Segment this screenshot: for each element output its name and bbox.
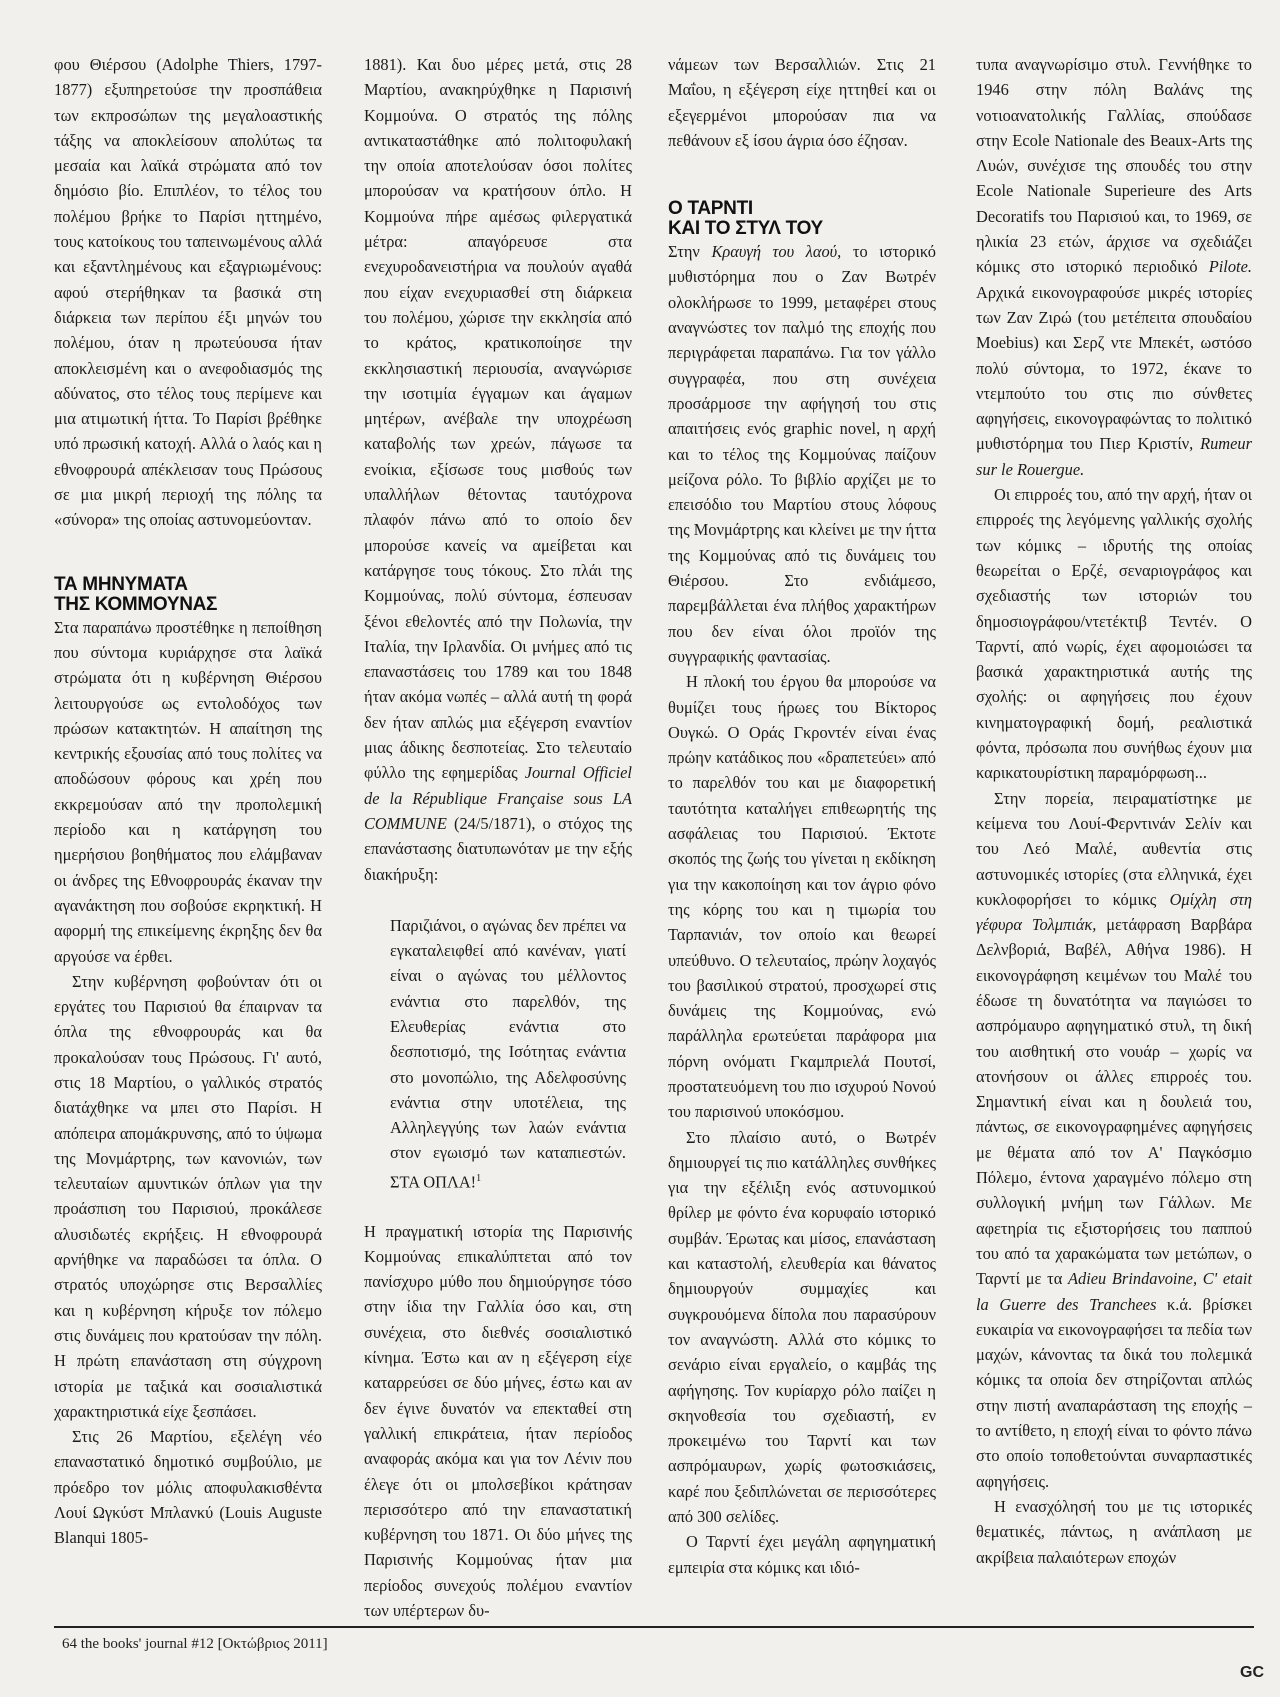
paragraph: Οι επιρροές του, από την αρχή, ήταν οι επιρροές της λεγόμενης γαλλικής σχολής των κόμικς – ιδρυτής της οποίας θεωρείται ο Ερζέ, σεναριογράφος και σχεδιαστής των ιστοριών του δημοσιογράφου/ντετέκτιβ Τεντέν. Ο Ταρντί, από νωρίς, έχει αφομοιώσει τα βασικά χαρακτηριστικά αυτής της σχολής: οι αφηγήσεις που έχουν κινηματογραφική δομή, ρεαλιστικά φόντα, πρόσωπα που συνήθως έχουν μια καρικατουρίστικη παραμόρφωση... — [976, 485, 1252, 783]
scanner-logo: GC — [1240, 1664, 1264, 1681]
section-heading-tardi: Ο ΤΑΡΝΤΙ ΚΑΙ ΤΟ ΣΤΥΛ ΤΟΥ — [668, 198, 823, 240]
newspaper-title: Journal Officiel de la République Française sous LA COMMUNE — [364, 763, 632, 833]
column-3 — [668, 52, 936, 1580]
paragraph: Ο Ταρντί έχει μεγάλη αφηγηματική εμπειρία στα κόμικς και ιδιό- — [668, 1532, 936, 1577]
column-1 — [54, 52, 322, 1551]
paragraph: Στην πορεία, πειραματίστηκε με κείμενα του Λουί-Φερντινάν Σελίν και του Λεό Μαλέ, αυθεντία στις αστυνομικές ιστορίες (στα ελληνικά, έχει κυκλοφορήσει το κόμικς Ομίχλη στη γέφυρα Τολμπιάκ, μετάφραση Βαρβάρα Δελνβοριά, Βαβέλ, Αθήνα 1986). Η εικονογράφηση κειμένων του Μαλέ του έδωσε τη δυνατότητα να παγιώσει το ασπρόμαυρο αφηγηματικό στυλ, τη δική του αισθητική στο νουάρ – χωρίς να ατονήσουν οι άλλες επιρροές του. Σημαντική είναι και η δουλειά του, πάντως, σε εικονογραφημένες αφηγήσεις με θέματα από τον Α' Παγκόσμιο Πόλεμο, έντονα χαραγμένο πόλεμο στη συλλογική μνήμη των Γάλλων. Με αφετηρία τις εξιστορήσεις του παππού του από τα χαρακώματα των μετώπων, ο Ταρντί με τα Adieu Brindavoine, C' etait la Guerre des Tranchees κ.ά. βρίσκει ευκαιρία να εικονογραφήσει τα πεδία των μαχών, κάνοντας τα δικά του πολεμικά κόμικς τα οποία δεν στηρίζονται απλώς στην πιστή αναπαράσταση της εποχής – το αντίθετο, η εποχή είναι το φόντο πάνω στο οποίο τοποθετούνται συναρπαστικές αφηγήσεις. — [976, 788, 1253, 1491]
paragraph: Στις 26 Μαρτίου, εξελέγη νέο επαναστατικό δημοτικό συμβούλιο, με πρόεδρο τον μόλις αποφυλακισθέντα Λουί Ωγκύστ Μπλανκύ (Louis Auguste Blanqui 1805- — [54, 1427, 322, 1548]
paragraph: Στο πλαίσιο αυτό, ο Βωτρέν δημιουργεί τις πιο κατάλληλες συνθήκες για την εξέλιξη ενός αστυνομικού θρίλερ με φόντο ένα κορυφαίο ιστορικό συμβάν. Έρωτας και μίσος, επανάσταση και καταστολή, ελευθερία και θάνατος δημιουργούν συμμαχίες και συγκρουόμενα δίπολα που παρασύρουν τον αναγνώστη. Αλλά στο κόμικς το σενάριο είναι εργαλείο, ο καμβάς της αφήγησης. Τον κυρίαρχο ρόλο παίζει η σκηνοθεσία του σχεδιαστή, εν προκειμένω του Ταρντί και των ασπρόμαυρων, χωρίς φωτοσκιάσεις, καρέ που ξεδιπλώνεται σε περισσότερες από 300 σελίδες. — [668, 1127, 936, 1527]
paragraph: Η πλοκή του έργου θα μπορούσε να θυμίζει τους ήρωες του Βίκτορος Ουγκώ. Ο Οράς Γκροντέν είναι ένας πρώην κατάδικος που «δραπετεύει» από το παρελθόν του και με διαφορετική ταυτότητα καταλήγει επιθεωρητής της ασφάλειας του Παρισιού. Έκτοτε σκοπός της ζωής του γίνεται η εκδίκηση για την κακοποίηση και τον άγριο φόνο της κόρης του και η τιμωρία του Ταρπανιάν, τον οποίο και θεωρεί υπεύθυνο. Ο τελευταίος, πρώην λοχαγός του βασιλικού στρατού, προσχωρεί στις δυνάμεις της Κομμούνας, ενώ παράλληλα ερωτεύεται παράφορα μια πόρνη ονόματι Γκαμπριελά Πουτσί, προστατευόμενη του πιο ισχυρού Νονού του παρισινού υποκόσμου. — [668, 672, 936, 1122]
paragraph: τυπα αναγνωρίσιμο στυλ. Γεννήθηκε το 1946 στην πόλη Βαλάνς της νοτιοανατολικής Γαλλίας, σπούδασε στην Ecole Nationale des Beaux-Arts της Λυών, συνέχισε της σπουδές του στην Ecole Nationale Superieure des Arts Decoratifs του Παρισιού και, το 1969, σε ηλικία 23 ετών, άρχισε να σχεδιάζει κόμικς στο ιστορικό περιοδικό Pilote. Αρχικά εικονογραφούσε μικρές ιστορίες των Ζαν Ζιρώ (του μετέπειτα σπουδαίου Moebius) και Σερζ ντε Μπεκέτ, ωστόσο πολύ σύντομα, το 1972, έκανε το ντεμπούτο του στις πιο σύνθετες αφηγήσεις, εικονογραφώντας το πολιτικό μυθιστόρημα του Πιερ Κριστίν, Rumeur sur le Rouergue. — [976, 55, 1252, 479]
footnote-mark: 1 — [476, 1172, 482, 1184]
paragraph: νάμεων των Βερσαλλιών. Στις 21 Μαΐου, η εξέγερση είχε ηττηθεί και οι εξεγερμένοι μπορούσαν πια να πεθάνουν εξ ίσου άγρια όσο έζησαν. — [668, 55, 936, 150]
paragraph: 1881). Και δυο μέρες μετά, στις 28 Μαρτίου, ανακηρύχθηκε η Παρισινή Κομμούνα. Ο στρατός της πόλης αντικαταστάθηκε από πολιτοφυλακή την οποία αποτελούσαν όσοι πολίτες μπορούσαν να κρατήσουν όπλο. Η Κομμούνα πήρε αμέσως φιλεργατικά μέτρα: απαγόρευσε στα ενεχυροδανειστήρια να πουλούν αγαθά που είχαν ενεχυριασθεί στη διάρκεια του πολέμου, χώρισε την εκκλησία από το κράτος, κρατικοποίησε την εκκλησιαστική περιουσία, αναγνώρισε την ισοτιμία έγγαμων και άγαμων μητέρων, ανέβαλε την υποχρέωση καταβολής των χρεών, πάγωσε τα ενοίκια, εξίσωσε τους μισθούς των υπαλλήλων θέτοντας ταυτόχρονα πλαφόν πάνω από το οποίο δεν μπορούσε κανείς να αμείβεται και κατάργησε τους τόκους. Στο πλάι της Κομμούνας, πολύ σύντομα, έσπευσαν ξένοι εθελοντές από την Πολωνία, την Ιταλία, την Ιρλανδία. Οι μνήμες από τις επαναστάσεις του 1789 και του 1848 ήταν ακόμα νωπές – αλλά αυτή τη φορά δεν ήταν απλώς μια εξέγερση εναντίον μιας άδικης δεσποτείας. Στο τελευταίο φύλλο της εφημερίδας Journal Officiel de la République Française sous LA COMMUNE (24/5/1871), ο στόχος της επανάστασης διατυπωνόταν με την εξής διακήρυξη: — [364, 55, 632, 884]
paragraph: Στην κυβέρνηση φοβούνταν ότι οι εργάτες του Παρισιού θα έπαιρναν τα όπλα της εθνοφρουράς και θα προκαλούσαν τους Πρώσους. Γι' αυτό, στις 18 Μαρτίου, ο γαλλικός στρατός διατάχθηκε να μπει στο Παρίσι. Η απόπειρα απομάκρυνσης, από το ύψωμα της Μονμάρτρης, των κανονιών, των τελευταίων αμυντικών όπλων για την προάσπιση του Παρισιού, προκάλεσε αλυσιδωτές εκρήξεις. Η εθνοφρουρά αρνήθηκε να παραδώσει τα όπλα. Ο στρατός υποχώρησε στις Βερσαλλίες και η κυβέρνηση κήρυξε τον πόλεμο στις δυνάμεις που κρατούσαν την πόλη. Η πρώτη επανάσταση στη σύγχρονη ιστορία με ταξικά και σοσιαλιστικά χαρακτηριστικά είχε ξεσπάσει. — [54, 971, 322, 1421]
column-2 — [364, 52, 632, 1623]
section-heading-messages: ΤΑ ΜΗΝΥΜΑΤΑ ΤΗΣ ΚΟΜΜΟΥΝΑΣ — [54, 573, 218, 615]
paragraph: Στην Κραυγή του λαού, το ιστορικό μυθιστόρημα που ο Ζαν Βωτρέν ολοκλήρωσε το 1999, μεταφέρει στους αναγνώστες τον παλμό της εποχής που περιγράφεται παραπάνω. Για τον γάλλο συγγραφέα, που στη συνέχεια προσάρμοσε την αφήγησή του στις απαιτήσεις ενός graphic novel, η αρχή και το τέλος της Κομμούνας παίζουν μείζονα ρόλο. Το βιβλίο αρχίζει με το επεισόδιο του Μαρτίου στους λόφους της Μονμάρτρης και κλείνει με την ήττα της Κομμούνας από τις δυνάμεις του Θιέρσου. Στο ενδιάμεσο, παρεμβάλλεται ένα πλήθος χαρακτήρων που δεν είναι όλοι προϊόν της συγγραφικής φαντασίας. — [668, 242, 936, 666]
paragraph: Στα παραπάνω προστέθηκε η πεποίθηση που σύντομα κυριάρχησε στα λαϊκά στρώματα ότι η κυβέρνηση Θιέρσου λειτουργούσε ως εντολοδόχος των πρώσων κατακτητών. Η απαίτηση της κεντρικής εξουσίας από τους πολίτες να αποδώσουν φόρους και χρέη που εκκρεμούσαν από την προπολεμική περίοδο και η κατάργηση του ημερήσιου βοηθήματος που ελάμβαναν οι άνδρες της Εθνοφρουράς έκαναν την αγανάκτηση που σοβούσε εκρηκτική. Η αφορμή της επικείμενης έκρηξης δεν θα αργούσε να έρθει. — [54, 617, 322, 966]
proclamation-quote: Παριζιάνοι, ο αγώνας δεν πρέπει να εγκαταλειφθεί από κανέναν, γιατί είναι ο αγώνας του μέλλοντος ενάντια στο παρελθόν, της Ελευθερίας ενάντια στο δεσποτισμό, της Ισότητας ενάντια στο μονοπώλιο, της Αδελφοσύνης ενάντια στην υποτέλεια, της Αλληλεγγύης των λαών ενάντια στον εγωισμό των καταπιεστών. ΣΤΑ ΟΠΛΑ!$^1$ — [390, 915, 626, 1192]
page-footer: 64 the books' journal #12 [Οκτώβριος 2011] — [62, 1636, 328, 1652]
book-title: Κραυγή του λαού, — [711, 242, 842, 262]
paragraph: φου Θιέρσου (Adolphe Thiers, 1797-1877) εξυπηρετούσε την προσπάθεια των εκπροσώπων της μεγαλοαστικής τάξης να αποκλείσουν απολύτως τα μεσαία και λαϊκά στρώματα από τον δημόσιο βίο. Επιπλέον, το τέλος του πολέμου βρήκε το Παρίσι ηττημένο, τους κατοίκους του ταπεινωμένους αλλά και εξαντλημένους και εξαγριωμένους: αφού στερήθηκαν τα βασικά στη διάρκεια των περίπου έξι μηνών του πολέμου, όταν η πρωτεύουσα ήταν αποκλεισμένη και ο ανεφοδιασμός της αδύνατος, στο τέλος τους περίμενε και μια ατιμωτική ήττα. Το Παρίσι βρέθηκε υπό πρωσική κατοχή. Αλλά ο λαός και η εθνοφρουρά απέκλεισαν τους Πρώσους σε μια μικρή περιοχή της πόλης τα «σύνορα» της οποίας αστυνομεύονταν. — [54, 55, 322, 530]
paragraph: Η ενασχόλησή του με τις ιστορικές θεματικές, πάντως, η ανάπλαση με ακρίβεια παλαιότερων εποχών — [976, 1496, 1252, 1567]
footer-divider — [54, 1626, 1254, 1628]
column-4 — [976, 52, 1252, 1570]
paragraph: Η πραγματική ιστορία της Παρισινής Κομμούνας επικαλύπτεται από τον πανίσχυρο μύθο που δημιούργησε τόσο στην ίδια την Γαλλία όσο και, στη συνέχεια, στο διεθνές σοσιαλιστικό κίνημα. Έστω και αν η εξέγερση είχε καταρρεύσει σε δύο μήνες, έστω και αν δεν έγινε δυνατόν να επεκταθεί στη γαλλική επικράτεια, ήταν περίοδος αναφοράς ακόμα και για τον Λένιν που έλεγε ότι οι μπολσεβίκοι κράτησαν περισσότερο από την επαναστατική κυβέρνηση του 1871. Οι δύο μήνες της Παρισινής Κομμούνας ήταν μια περίοδος συνεχούς πολέμου εναντίον των υπέρτερων δυ- — [364, 1221, 632, 1620]
